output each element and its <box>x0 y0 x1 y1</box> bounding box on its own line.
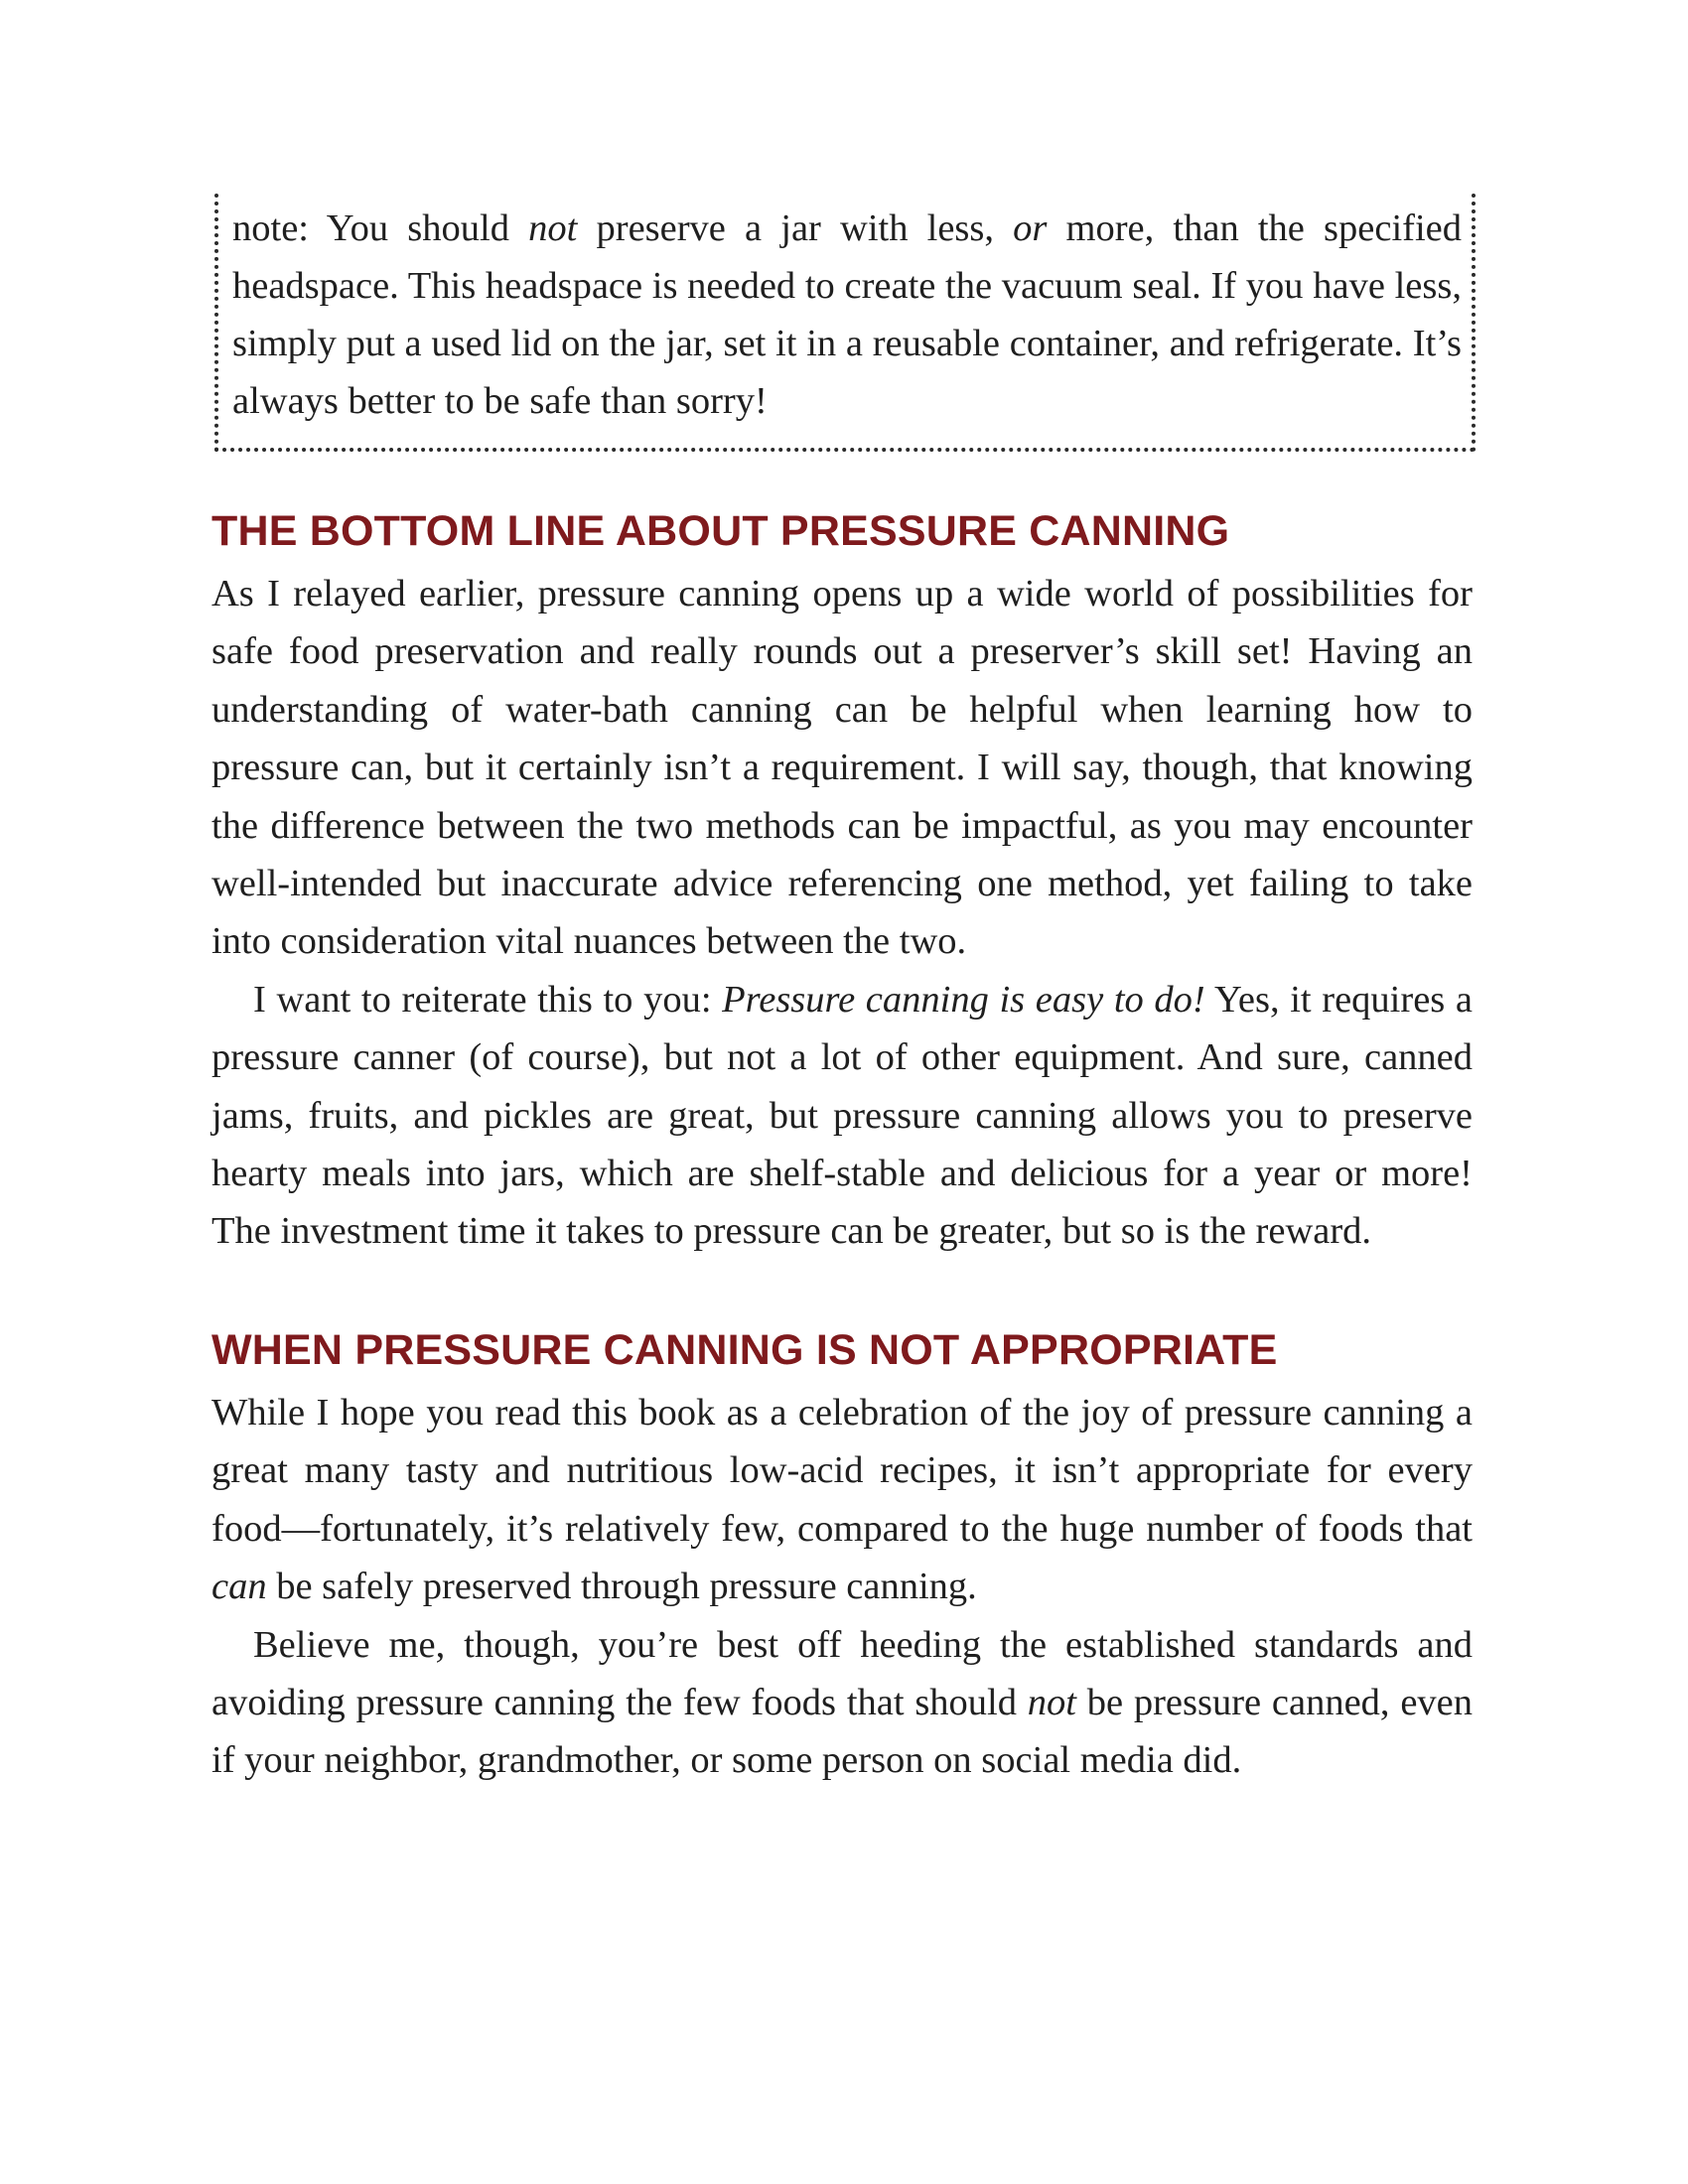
note-text-3: more, than the specified headspace. This headspace is needed to create the vacuum seal. If you have less, simply put a used lid on the jar, set it in a reusable container, and refrigerate. It’s always better to be safe than sorry! <box>232 207 1463 422</box>
paragraph-text: Yes, it requires a pressure canner (of course), but not a lot of other equipment. And sure, canned jams, fruits, and pickles are great, but pressure canning allows you to preserve hearty meals into jars, which are shelf-stable and delicious for a year or more! The investment time it takes to pressure can be greater, but so is the reward. <box>211 978 1473 1253</box>
paragraph-text: Believe me, though, you’re best off heeding the established standards and avoiding pressure canning the few foods that should <box>211 1623 1473 1723</box>
note-emphasis-not: not <box>528 207 578 249</box>
note-box <box>214 194 1476 452</box>
paragraph-text: be safely preserved through pressure canning. <box>266 1566 977 1608</box>
paragraph-not-appropriate-2 <box>211 1616 1473 1790</box>
paragraph-not-appropriate-1 <box>211 1384 1473 1616</box>
section-heading-not-appropriate: WHEN PRESSURE CANNING IS NOT APPROPRIATE <box>211 1325 1278 1374</box>
paragraph-text: I want to reiterate this to you: <box>253 978 723 1021</box>
paragraph-emphasis: Pressure canning is easy to do! <box>722 978 1205 1021</box>
note-text-2: preserve a jar with less, <box>577 207 1014 249</box>
note-text-1: note: You should <box>232 207 529 249</box>
page-content <box>211 194 1473 1790</box>
paragraph-emphasis: can <box>211 1566 267 1608</box>
paragraph-emphasis: not <box>1027 1681 1076 1723</box>
paragraph-bottom-line-1: As I relayed earlier, pressure canning opens up a wide world of possibilities for safe food preservation and really rounds out a preserver’s skill set! Having an understanding of water-bath canning can be helpful when learning how to pressure can, but it certainly isn’t a requirement. I will say, though, that knowing the difference between the two methods can be impactful, as you may encounter well-intended but inaccurate advice referencing one method, yet failing to take into consideration vital nuances between the two. <box>211 573 1473 963</box>
paragraph-text: be pressure canned, even if your neighbor, grandmother, or some person on social media did. <box>211 1681 1473 1782</box>
paragraph-bottom-line-2 <box>211 971 1473 1261</box>
section-heading-bottom-line: THE BOTTOM LINE ABOUT PRESSURE CANNING <box>211 507 1230 555</box>
paragraph-text: While I hope you read this book as a celebration of the joy of pressure canning a great many tasty and nutritious low-acid recipes, it isn’t appropriate for every food—fortunately, it’s relatively few, compared to the huge number of foods that <box>211 1391 1473 1550</box>
note-emphasis-or: or <box>1013 207 1048 249</box>
